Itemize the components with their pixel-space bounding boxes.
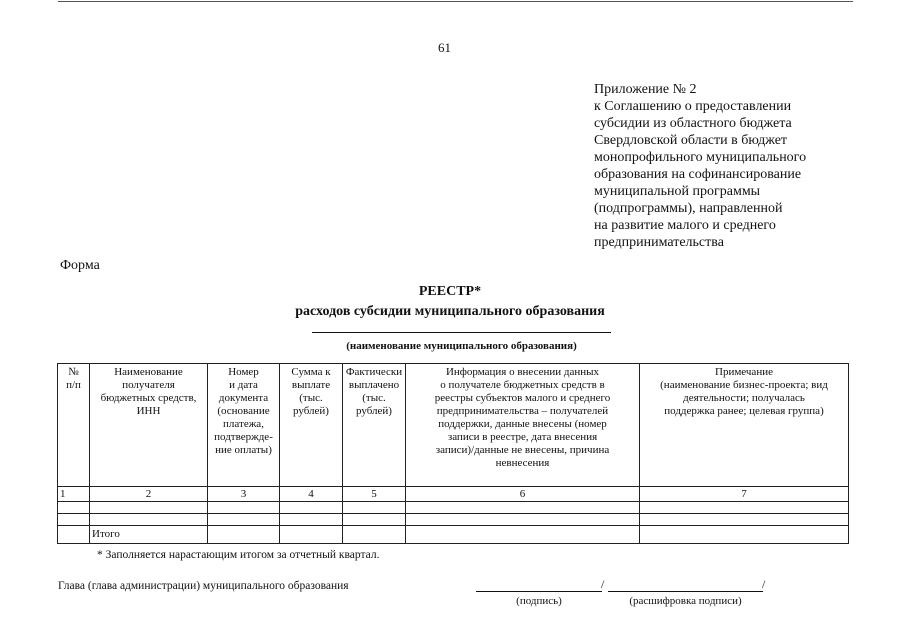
top-rule	[58, 1, 853, 2]
footnote: * Заполняется нарастающим итогом за отчетный квартал.	[97, 549, 380, 561]
appendix-block	[594, 81, 864, 251]
column-number: 2	[90, 487, 208, 502]
registry-table	[57, 363, 849, 544]
table-cell[interactable]	[58, 514, 90, 526]
head-of-municipality-label: Глава (глава администрации) муниципального образования	[58, 580, 349, 592]
header-cell-amount-due: Сумма к выплате (тыс. рублей)	[280, 364, 343, 487]
total-row	[58, 526, 849, 544]
table-cell[interactable]	[90, 514, 208, 526]
form-label: Форма	[60, 258, 100, 273]
table-cell[interactable]	[406, 514, 640, 526]
signature-caption: (подпись)	[516, 595, 562, 607]
header-cell-recipient: Наименование получателя бюджетных средств, ИНН	[90, 364, 208, 487]
table-cell[interactable]	[208, 526, 280, 544]
table-cell[interactable]	[58, 502, 90, 514]
table-header-row	[58, 364, 849, 487]
appendix-line: предпринимательства	[594, 235, 724, 250]
header-cell-registry-info: Информация о внесении данных о получателе бюджетных средств в реестры субъектов малого и среднего предпринимательства – получателей поддержки, данные внесены (номер записи в реестре, дата внесения записи)/данные не внесены, причина невнесения	[406, 364, 640, 487]
table-cell[interactable]	[640, 526, 849, 544]
appendix-line: образования на софинансирование	[594, 167, 802, 182]
table-cell[interactable]	[343, 514, 406, 526]
table-row	[58, 502, 849, 514]
municipality-fill-line[interactable]	[312, 332, 611, 333]
column-number: 3	[208, 487, 280, 502]
table-cell[interactable]	[640, 502, 849, 514]
appendix-line: субсидии из областного бюджета	[594, 116, 792, 131]
total-amount-due-cell[interactable]	[280, 526, 343, 544]
column-number-row	[58, 487, 849, 502]
table-cell[interactable]	[90, 502, 208, 514]
table-cell[interactable]	[406, 526, 640, 544]
appendix-line: (подпрограммы), направленной	[594, 201, 783, 216]
total-amount-paid-cell[interactable]	[343, 526, 406, 544]
appendix-line: Приложение № 2	[594, 82, 697, 97]
header-cell-document: Номер и дата документа (основание платежа, подтвержде- ние оплаты)	[208, 364, 280, 487]
table-cell[interactable]	[406, 502, 640, 514]
municipality-caption: (наименование муниципального образования)	[346, 340, 577, 352]
document-subtitle: расходов субсидии муниципального образования	[295, 304, 605, 319]
table-row	[58, 514, 849, 526]
column-number: 4	[280, 487, 343, 502]
table-cell[interactable]	[640, 514, 849, 526]
appendix-line: к Соглашению о предоставлении	[594, 99, 792, 114]
page-number: 61	[438, 40, 451, 55]
signature-transcript-caption: (расшифровка подписи)	[629, 595, 742, 607]
table-cell[interactable]	[280, 502, 343, 514]
appendix-line: муниципальной программы	[594, 184, 761, 199]
table-cell[interactable]	[208, 514, 280, 526]
document-title: РЕЕСТР*	[418, 284, 482, 299]
appendix-line: монопрофильного муниципального	[594, 150, 807, 165]
column-number: 5	[343, 487, 406, 502]
signature-transcript-line[interactable]	[608, 591, 763, 592]
header-cell-amount-paid: Фактически выплачено (тыс. рублей)	[343, 364, 406, 487]
signature-separator: /	[601, 577, 605, 591]
table-cell[interactable]	[280, 514, 343, 526]
signature-separator: /	[762, 577, 766, 591]
column-number: 7	[640, 487, 849, 502]
table-cell[interactable]	[58, 526, 90, 544]
header-cell-number: № п/п	[58, 364, 90, 487]
header-cell-note: Примечание (наименование бизнес-проекта; вид деятельности; получалась поддержка ранее; целевая группа)	[640, 364, 849, 487]
signature-line[interactable]	[476, 591, 602, 592]
table-cell[interactable]	[343, 502, 406, 514]
column-number: 1	[58, 487, 90, 502]
table-cell[interactable]	[208, 502, 280, 514]
column-number: 6	[406, 487, 640, 502]
total-label: Итого	[90, 526, 208, 544]
appendix-line: Свердловской области в бюджет	[594, 133, 788, 148]
appendix-line: на развитие малого и среднего	[594, 218, 776, 233]
